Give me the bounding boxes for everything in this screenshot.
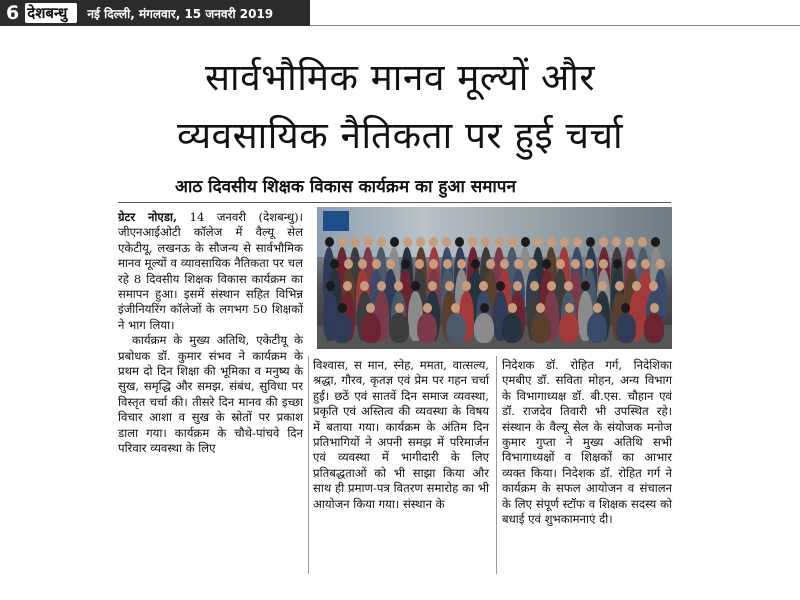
article-paragraph-2: कार्यक्रम के मुख्य अतिथि, एकेटीयू के प्रबोधक डॉ. कुमार संभव ने कार्यक्रम के प्रथम दो दिन शिक्षा की भूमिका व मनुष्य के सुख, समृद्धि और समझ, संबंध, सुविधा पर विस्तृत चर्चा की। तीसरे दिन मानव की इच्छा विचार आशा व सुख के स्रोतों पर प्रकाश डाला गया। कार्यक्रम के चौथे-पांचवे दिन परिवार व्यवस्था के लिए [118,333,303,456]
article-paragraph-1: 14 जनवरी (देशबन्धु)। जीएनआईओटी कॉलेज में वैल्यू सेल एकेटीयू, लखनऊ के सौजन्य से सार्वभौमिक मानव मूल्यों व व्यावसायिक नैतिकता पर चल रहे 8 दिवसीय शिक्षक विकास कार्यक्रम का समापन हुआ। इसमें संस्थान सहित विभिन्न इंजीनियरिंग कॉलेजों के लगभग 50 शिक्षकों ने भाग लिया। [118,210,303,332]
photo-person-head [650,303,659,313]
photo-person-head [513,281,522,291]
photo-person [474,313,494,343]
photo-person-head [394,281,403,291]
photo-person-head [656,259,665,269]
photo-sign [323,211,349,231]
photo-person-head [547,237,556,247]
photo-person [332,313,352,343]
photo-person-head [344,259,353,269]
photo-person-head [528,259,537,269]
column-divider [496,356,497,574]
photo-person-head [581,281,590,291]
headline-line-1: सार्वभौमिक मानव मूल्यों और [204,56,596,99]
photo-person-head [486,259,495,269]
photo-person [531,313,551,343]
edition-dateline: नई दिल्ली, मंगलवार, 15 जनवरी 2019 [87,6,274,21]
photo-person [502,313,522,343]
photo-person-head [411,281,420,291]
photo-person-head [403,237,412,247]
photo-person-head [508,237,517,247]
photo-person-head [377,281,386,291]
photo-person-head [443,259,452,269]
photo-person-head [573,237,582,247]
photo-person-head [641,259,650,269]
photo-person-head [358,259,367,269]
photo-person-head [395,303,404,313]
photo-person-head [615,281,624,291]
photo-person [417,313,437,343]
photo-person-head [564,281,573,291]
photo-person-head [471,259,480,269]
article-paragraph-3: विश्वास, स मान, स्नेह, ममता, वात्सल्य, श्रद्धा, गौरव, कृतज्ञ एवं प्रेम पर गहन चर्चा हुई। छठें एवं सातवें दिन समाज व्यवस्था, प्रकृति एवं अस्तित्व की व्यवस्था के विषय में बताया गया। कार्यक्रम के अंतिम दिन प्रतिभागियों ने अपनी समझ में परिमार्जन एवं व्यवस्था में भागीदारी के लिए प्रतिबद्धताओं को भी साझा किया और साथ ही प्रमाण-पत्र वितरण समारोह का भी आयोजन किया गया। संस्थान के [313,358,489,511]
photo-person [616,313,636,343]
masthead [0,0,800,26]
photo-person-head [565,303,574,313]
photo-person-head [479,281,488,291]
headline-line-2: व्यवसायिक नैतिकता पर हुई चर्चा [176,114,624,157]
photo-person-head [547,281,556,291]
photo-person-head [613,259,622,269]
photo-person-head [598,281,607,291]
photo-person-head [338,303,347,313]
photo-person-head [445,281,454,291]
photo-person [389,313,409,343]
subheadline: आठ दिवसीय शिक्षक विकास कार्यक्रम का हुआ समापन [175,177,516,197]
photo-person-head [496,281,505,291]
photo-person-head [330,259,339,269]
photo-person [559,313,579,343]
photo-person-head [351,237,360,247]
photo-person [446,313,466,343]
page-number: 6 [6,2,20,24]
photo-person-head [649,281,658,291]
photo-person-head [585,259,594,269]
article-column-3 [502,358,672,527]
photo-person-head [364,237,373,247]
photo-person-head [338,237,347,247]
photo-person-head [325,237,334,247]
column-divider [308,356,309,574]
article-place: ग्रेटर नोएडा, [118,210,178,224]
photo-person-head [593,303,602,313]
article-column-1 [118,210,303,457]
photo-person-head [495,237,504,247]
article-paragraph-4: निदेशक डॉ. रोहित गर्ग, निदेशिका एमबीए डॉ. सविता मोहन, अन्य विभाग के विभागाध्यक्ष डॉ. बी.एस. चौहान एवं डॉ. राजदेव तिवारी भी उपस्थित रहे। संस्थान के वैल्यू सेल के संयोजक मनोज कुमार गुप्ता ने मुख्य अतिथि सभी विभागाध्यक्षों व शिक्षकों का आभार व्यक्त किया। निदेशक डॉ. रोहित गर्ग ने कार्यक्रम के सफल आयोजन व संचालन के लिए संपूर्ण स्टॉफ व शिक्षक सदस्य को बधाई एवं शुभकामनाएं दी। [502,358,672,527]
photo-person-head [632,281,641,291]
article-column-2 [313,358,489,512]
photo-person-head [534,237,543,247]
photo-person [587,313,607,343]
photo-person-head [599,259,608,269]
photo-person-head [500,259,509,269]
photo-person-head [480,303,489,313]
photo-person-head [428,281,437,291]
photo-person-head [326,281,335,291]
group-photo [317,207,672,349]
subheadline-rule [118,202,671,203]
newspaper-logo: देशबन्धु [25,3,77,23]
masthead-rule [310,0,800,26]
photo-person-head [390,237,399,247]
photo-person [361,313,381,343]
photo-person-head [343,281,352,291]
photo-person-head [571,259,580,269]
photo-person-head [415,259,424,269]
masthead-bar [0,0,310,26]
photo-person-head [530,281,539,291]
photo-person-head [508,303,517,313]
photo-person-head [401,259,410,269]
photo-person-head [377,237,386,247]
photo-person-head [416,237,425,247]
photo-person [644,313,664,343]
photo-person-head [560,237,569,247]
photo-person-head [586,237,595,247]
photo-person-head [521,237,530,247]
photo-person-head [360,281,369,291]
photo-person-head [429,259,438,269]
photo-person-head [423,303,432,313]
photo-person-head [462,281,471,291]
photo-person-head [514,259,523,269]
